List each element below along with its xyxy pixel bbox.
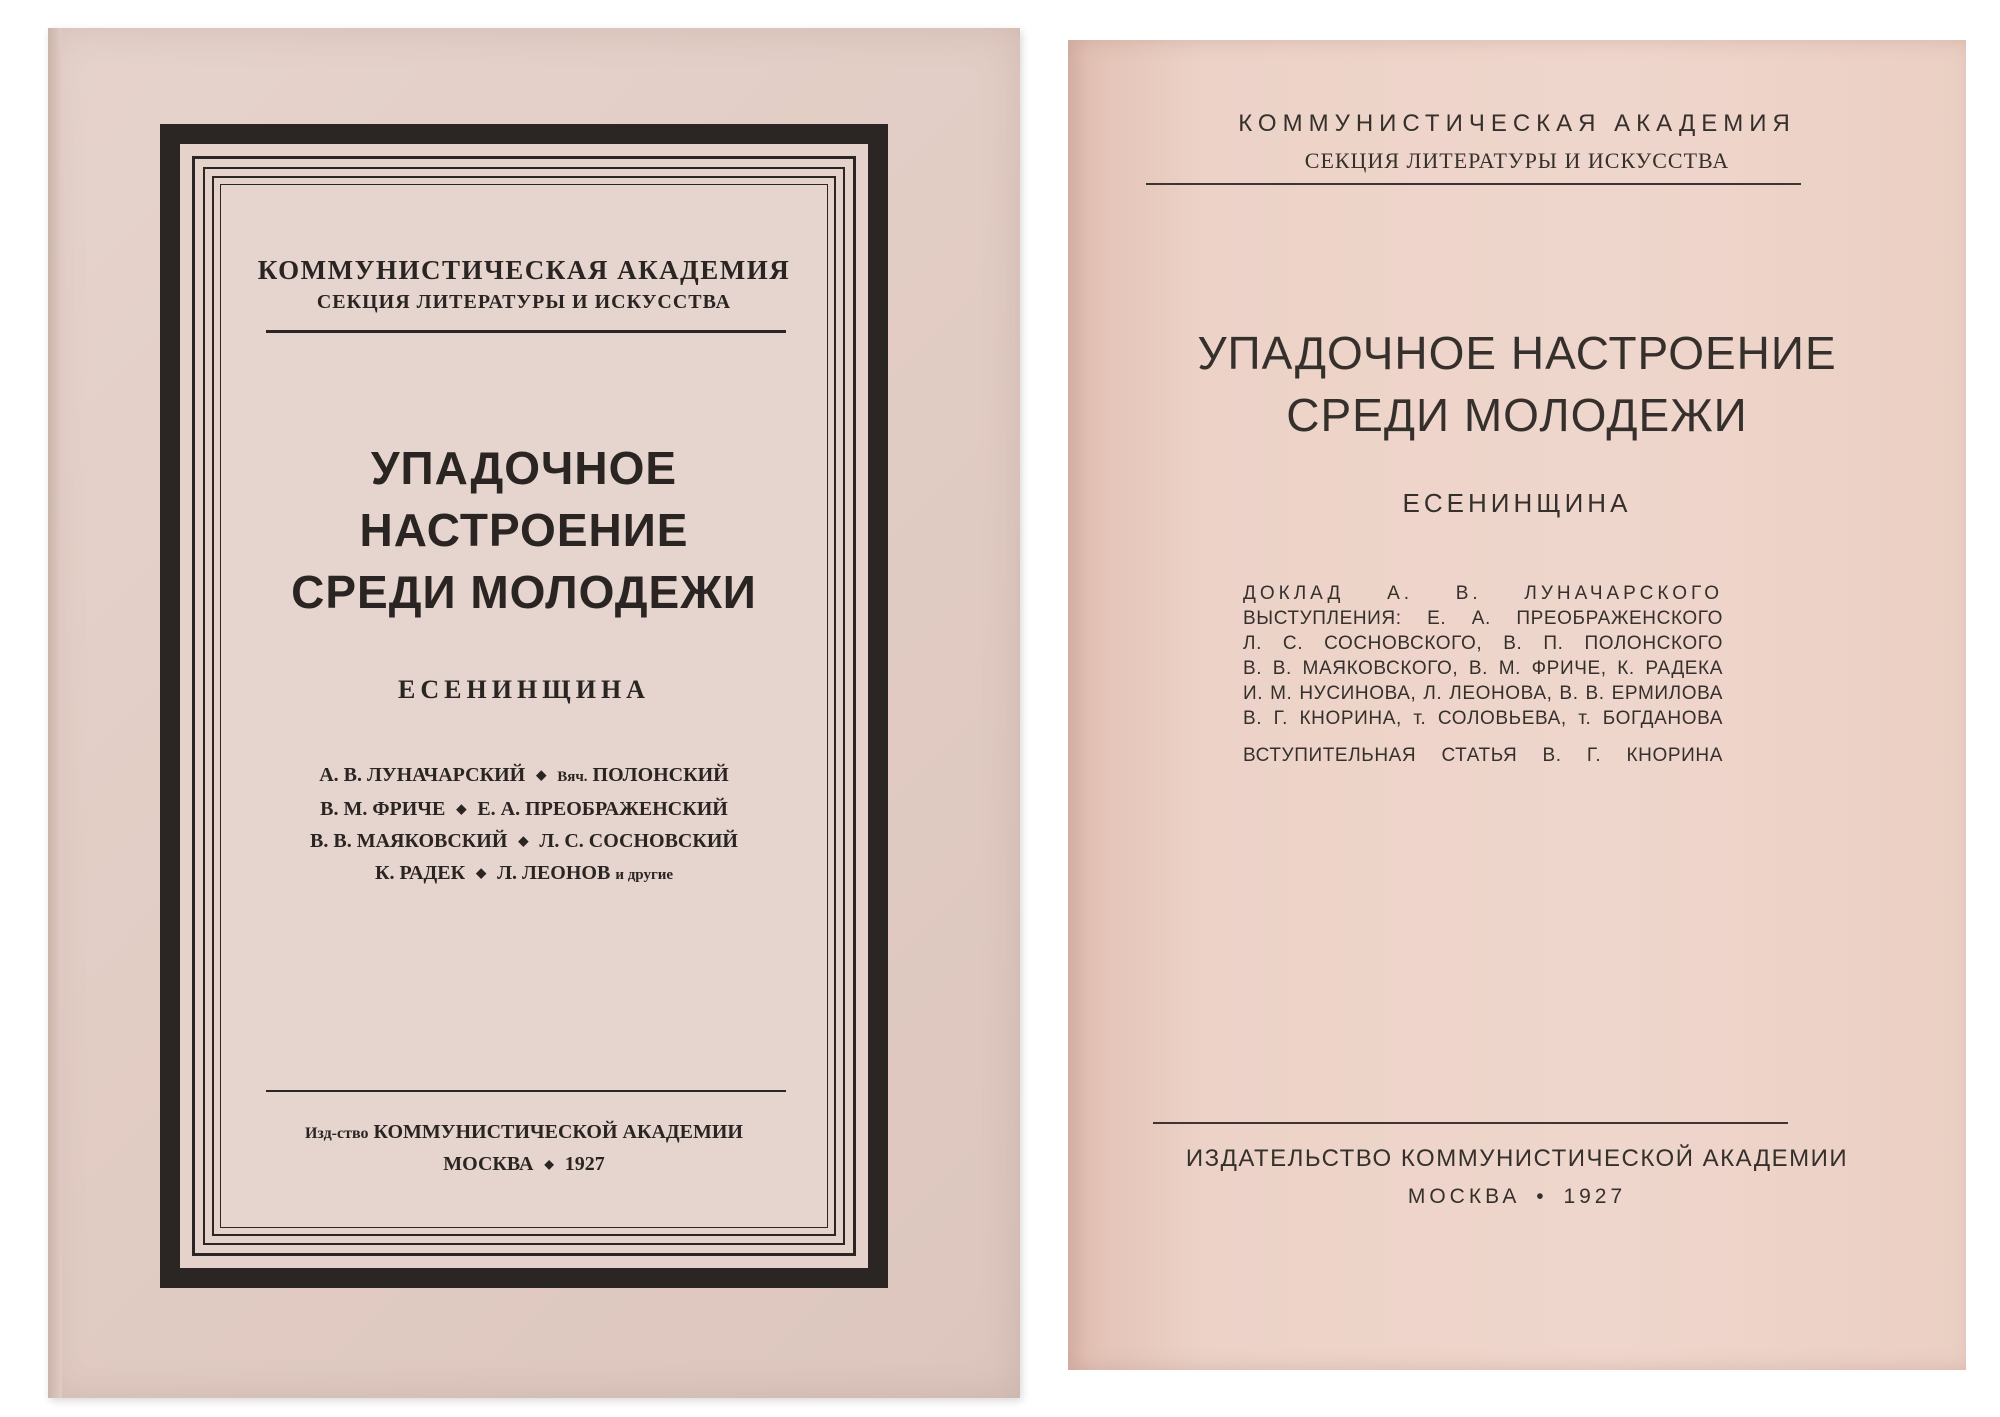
page-imprint: МОСКВА • 1927	[1407, 1185, 1627, 1208]
cover-divider-bottom	[266, 1090, 786, 1092]
intro-line: ВСТУПИТЕЛЬНАЯ СТАТЬЯ В. Г. КНОРИНА	[1243, 745, 1723, 766]
page-divider-bottom	[1153, 1122, 1788, 1124]
book-cover	[48, 28, 1020, 1398]
page-title-line: СРЕДИ МОЛОДЕЖИ	[1286, 389, 1748, 441]
cover-subtitle: ЕСЕНИНЩИНА	[398, 675, 650, 704]
page-credits	[1243, 581, 1723, 768]
cover-title-line: СРЕДИ МОЛОДЕЖИ	[291, 566, 757, 618]
cover-publisher: Изд-ство КОММУНИСТИЧЕСКОЙ АКАДЕМИИ	[304, 1121, 743, 1143]
dot-icon: •	[1536, 1185, 1548, 1208]
cover-text-area	[220, 184, 828, 1228]
cover-title-line: НАСТРОЕНИЕ	[359, 504, 689, 556]
credit-line: ВЫСТУПЛЕНИЯ: Е. А. ПРЕОБРАЖЕНСКОГО	[1243, 608, 1723, 629]
cover-authors	[221, 759, 827, 891]
cover-author-row: В. В. МАЯКОВСКИЙ ◆ Л. С. СОСНОВСКИЙ	[310, 830, 738, 852]
cover-author-row: К. РАДЕК ◆ Л. ЛЕОНОВ и другие	[374, 862, 674, 884]
cover-author-row: В. М. ФРИЧЕ ◆ Е. А. ПРЕОБРАЖЕНСКИЙ	[320, 798, 728, 820]
cover-academy: КОММУНИСТИЧЕСКАЯ АКАДЕМИЯ	[257, 255, 791, 285]
cover-section: СЕКЦИЯ ЛИТЕРАТУРЫ И ИСКУССТВА	[316, 291, 732, 313]
page-publisher: ИЗДАТЕЛЬСТВО КОММУНИСТИЧЕСКОЙ АКАДЕМИИ	[1185, 1145, 1849, 1172]
credit-line: И. М. НУСИНОВА, Л. ЛЕОНОВА, В. В. ЕРМИЛОВА	[1243, 683, 1723, 704]
cover-imprint: МОСКВА ◆ 1927	[443, 1153, 605, 1175]
credit-line: Л. С. СОСНОВСКОГО, В. П. ПОЛОНСКОГО	[1243, 633, 1723, 654]
page-title-line: УПАДОЧНОЕ НАСТРОЕНИЕ	[1197, 327, 1837, 379]
page-subtitle: ЕСЕНИНЩИНА	[1402, 488, 1632, 518]
diamond-icon: ◆	[544, 1157, 554, 1171]
cover-spine-edge	[48, 28, 62, 1398]
cover-divider-top	[266, 330, 786, 333]
title-page	[1068, 40, 1966, 1370]
credit-line: В. Г. КНОРИНА, т. СОЛОВЬЕВА, т. БОГДАНОВА	[1243, 708, 1723, 729]
cover-author-row: А. В. ЛУНАЧАРСКИЙ ◆ Вяч. ПОЛОНСКИЙ	[319, 764, 729, 786]
diamond-icon: ◆	[476, 865, 487, 880]
page-section: СЕКЦИЯ ЛИТЕРАТУРЫ И ИСКУССТВА	[1304, 148, 1730, 173]
credit-line: ДОКЛАД А. В. ЛУНАЧАРСКОГО	[1243, 583, 1723, 604]
page-divider-top	[1146, 183, 1801, 185]
page-academy: КОММУНИСТИЧЕСКАЯ АКАДЕМИЯ	[1238, 110, 1796, 137]
diamond-icon: ◆	[536, 767, 547, 782]
cover-title	[221, 437, 827, 623]
cover-publisher-block	[221, 1117, 827, 1180]
credit-line: В. В. МАЯКОВСКОГО, В. М. ФРИЧЕ, К. РАДЕКА	[1243, 658, 1723, 679]
page-title	[1068, 322, 1966, 446]
diamond-icon: ◆	[518, 833, 529, 848]
cover-title-line: УПАДОЧНОЕ	[370, 442, 678, 494]
cover-frame	[160, 124, 888, 1288]
diamond-icon: ◆	[456, 801, 467, 816]
